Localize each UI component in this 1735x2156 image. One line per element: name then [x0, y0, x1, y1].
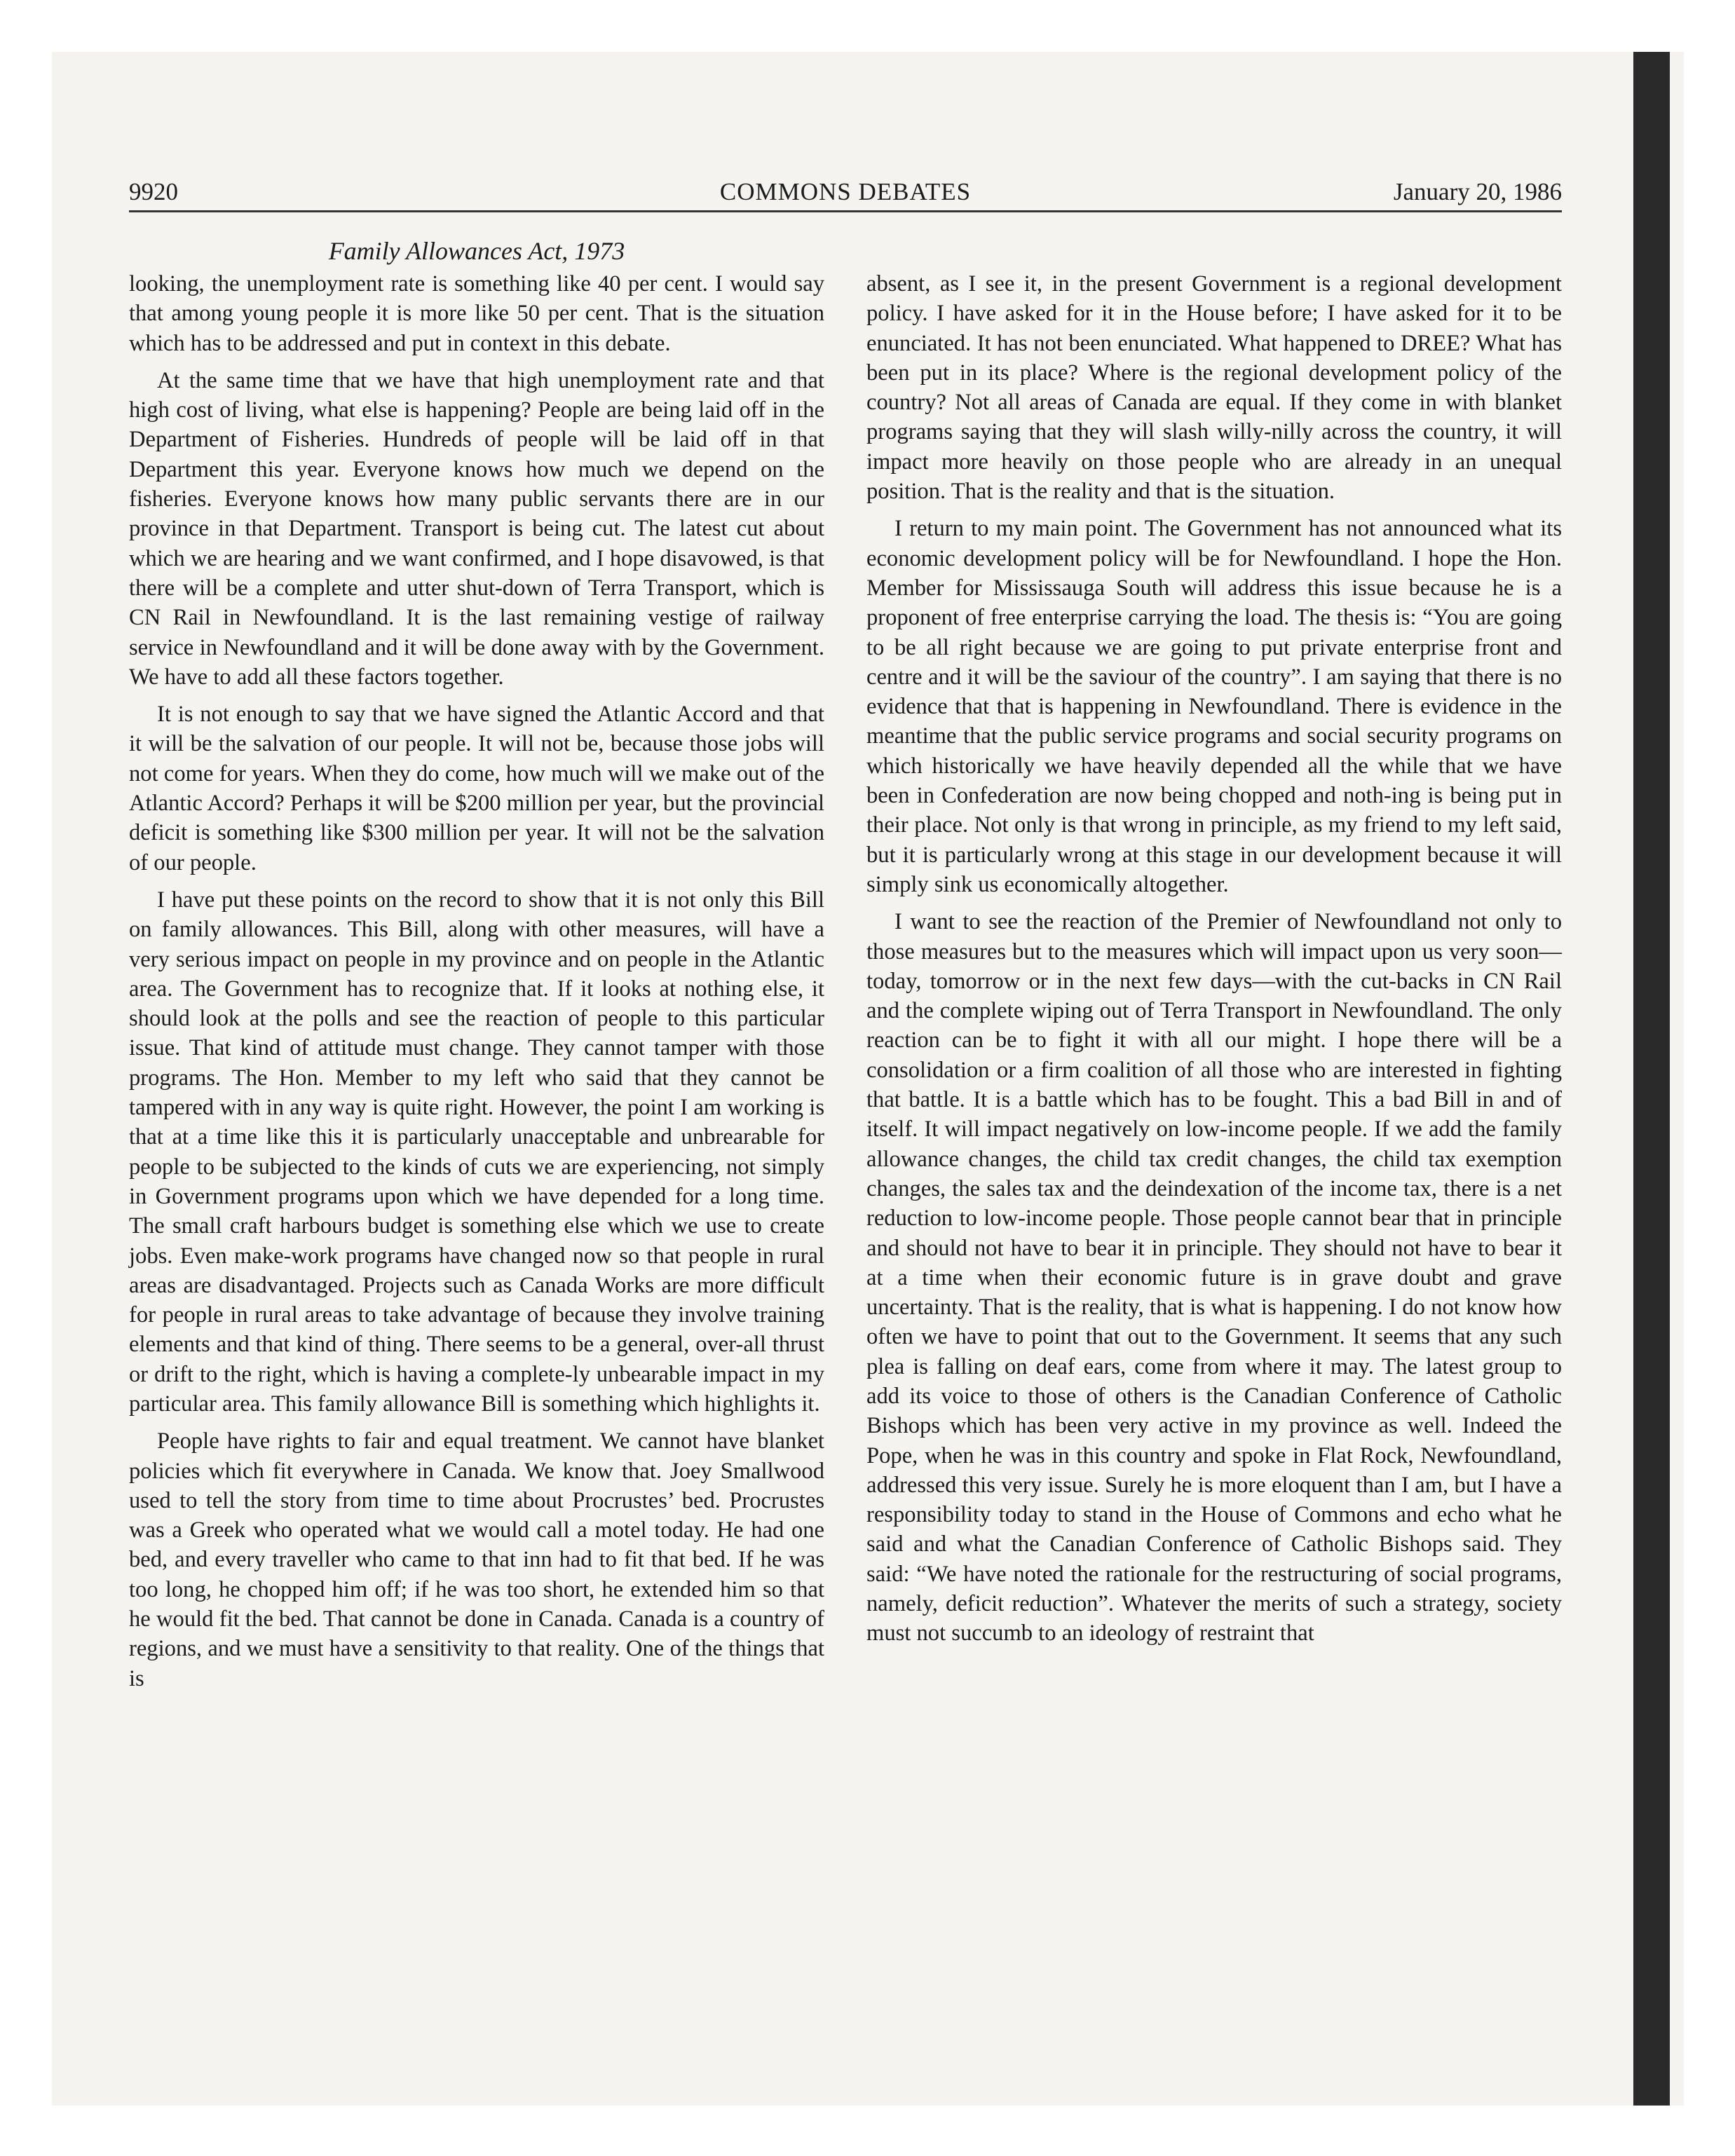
publication-title: COMMONS DEBATES	[719, 178, 972, 205]
page-number: 9920	[129, 178, 178, 205]
paragraph: looking, the unemployment rate is something like 40 per cent. I would say that among young people it is more like 50 per cent. That is the situation which has to be addressed and put in context in this debate.	[129, 271, 824, 356]
left-column	[129, 269, 824, 1701]
scan-edge-shadow	[1633, 52, 1670, 2106]
page-date: January 20, 1986	[1393, 178, 1562, 205]
paragraph: It is not enough to say that we have signed the Atlantic Accord and that it will be the salvation of our people. It will not be, because those jobs will not come for years. When they do come, how much will we make out of the Atlantic Accord? Perhaps it will be $200 million per year, but the provincial deficit is something like $300 million per year. It will not be the salvation of our people.	[129, 702, 824, 875]
paragraph: absent, as I see it, in the present Government is a regional development policy. I have asked for it in the House before; I have asked for it to be enunciated. It has not been enunciated. What happened to DREE? What has been put in its place? Where is the regional development policy of the country? Not all areas of Canada are equal. If they come in with blanket programs saying that they will slash willy-nilly across the country, it will impact more heavily on those people who are already in an unequal position. That is the reality and that is the situation.	[866, 271, 1562, 505]
paragraph: I want to see the reaction of the Premier of Newfoundland not only to those measures but to the measures which will impact upon us very soon—today, tomorrow or in the next few days—with the cut-backs in CN Rail and the complete wiping out of Terra Transport in Newfoundland. The only reaction can be to fight it with all our might. I hope there will be a consolidation or a firm coalition of all those who are interested in fighting that battle. It is a battle which has to be fought. This a bad Bill in and of itself. It will impact negatively on low-income people. If we add the family allowance changes, the child tax credit changes, the child tax exemption changes, the sales tax and the deindexation of the income tax, there is a net reduction to low-income people. Those people cannot bear that in principle and should not have to bear it in principle. They should not have to bear it at a time when their economic future is in grave doubt and grave uncertainty. That is the reality, that is what is happening. I do not know how often we have to point that out to the Government. It seems that any such plea is falling on deaf ears, come from where it may. The latest group to add its voice to those of others is the Canadian Conference of Catholic Bishops which has been very active in my province as well. Indeed the Pope, when he was in this country and spoke in Flat Rock, Newfoundland, addressed this very issue. Surely he is more eloquent than I am, but I have a responsibility today to stand in the House of Commons and echo what he said and what the Canadian Conference of Catholic Bishops said. They said: “We have noted the rationale for the restructuring of social programs, namely, deficit reduction”. Whatever the merits of such a strategy, society must not succumb to an ideology of restraint that	[866, 909, 1562, 1646]
paragraph: I return to my main point. The Government has not announced what its economic development policy will be for Newfoundland. I hope the Hon. Member for Mississauga South will address this issue because he is a proponent of free enterprise carrying the load. The thesis is: “You are going to be all right because we are going to put private enterprise front and centre and it will be the saviour of the country”. I am saying that there is no evidence that that is happening in Newfoundland. There is evidence in the meantime that the public service programs and social security programs on which historically we have heavily depended all the while that we have been in Confederation are now being chopped and noth-ing is being put in their place. Not only is that wrong in principle, as my friend to my left said, but it is particularly wrong at this stage in our development because it will simply sink us economically altogether.	[866, 516, 1562, 897]
paragraph: I have put these points on the record to show that it is not only this Bill on family allowances. This Bill, along with other measures, will have a very serious impact on people in my province and on people in the Atlantic area. The Government has to recognize that. If it looks at nothing else, it should look at the polls and see the reaction of people to this particular issue. That kind of attitude must change. They cannot tamper with those programs. The Hon. Member to my left who said that they cannot be tampered with in any way is quite right. However, the point I am working is that at a time like this it is particularly unacceptable and unbrearable for people to be subjected to the kinds of cuts we are experiencing, not simply in Government programs upon which we have depended for a long time. The small craft harbours budget is something else which we use to create jobs. Even make-work programs have changed now so that people in rural areas are disadvantaged. Projects such as Canada Works are more difficult for people in rural areas to take advantage of because they involve training elements and that kind of thing. There seems to be a general, over-all thrust or drift to the right, which is having a complete-ly unbearable impact in my particular area. This family allowance Bill is something which highlights it.	[129, 887, 824, 1417]
running-head: Family Allowances Act, 1973	[328, 237, 625, 265]
right-column	[866, 269, 1562, 1656]
page-header	[129, 177, 1562, 212]
paragraph: People have rights to fair and equal treatment. We cannot have blanket policies which fit everywhere in Canada. We know that. Joey Smallwood used to tell the story from time to time about Procrustes’ bed. Procrustes was a Greek who operated what we would call a motel today. He had one bed, and every traveller who came to that inn had to fit that bed. If he was too long, he chopped him off; if he was too short, he extended him so that he would fit the bed. That cannot be done in Canada. Canada is a country of regions, and we must have a sensitivity to that reality. One of the things that is	[129, 1428, 824, 1691]
paragraph: At the same time that we have that high unemployment rate and that high cost of living, what else is happening? People are being laid off in the Department of Fisheries. Hundreds of people will be laid off in that Department this year. Everyone knows how much we depend on the fisheries. Everyone knows how many public servants there are in our province in that Department. Transport is being cut. The latest cut about which we are hearing and we want confirmed, and I hope disavowed, is that there will be a complete and utter shut-down of Terra Transport, which is CN Rail in Newfoundland. It is the last remaining vestige of railway service in Newfoundland and it will be done away with by the Government. We have to add all these factors together.	[129, 367, 824, 690]
